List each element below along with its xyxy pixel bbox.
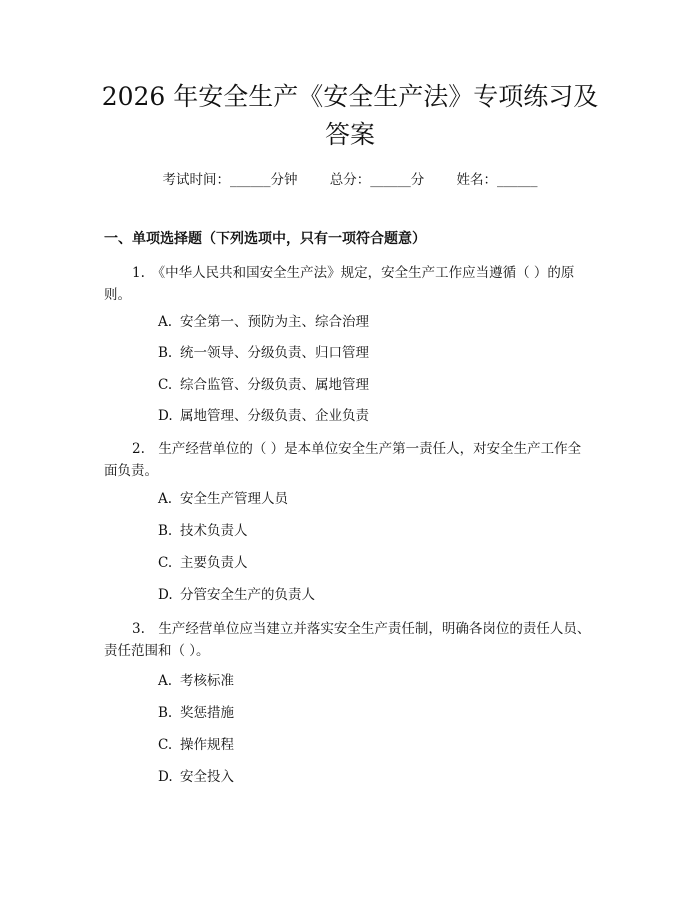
question-1-option-b: B. 统一领导、分级负责、归口管理 xyxy=(158,345,369,361)
question-3-option-c: C. 操作规程 xyxy=(158,737,234,753)
question-2-option-a: A. 安全生产管理人员 xyxy=(158,491,288,507)
question-3: 3. 生产经营单位应当建立并落实安全生产责任制，明确各岗位的责任人员、责任范围和（ ）。 xyxy=(104,621,591,659)
document-title: 2026 年安全生产《安全生产法》专项练习及答案 xyxy=(101,82,599,149)
question-1-option-a: A. 安全第一、预防为主、综合治理 xyxy=(158,314,369,330)
exam-time: 考试时间：______分钟 xyxy=(162,172,298,188)
question-2-option-c: C. 主要负责人 xyxy=(158,555,248,571)
section-heading: 一、单项选择题（下列选项中，只有一项符合题意） xyxy=(104,231,426,247)
question-2-option-d: D. 分管安全生产的负责人 xyxy=(158,587,315,603)
question-3-option-d: D. 安全投入 xyxy=(158,769,234,785)
question-2: 2. 生产经营单位的（ ）是本单位安全生产第一责任人，对安全生产工作全面负责。 xyxy=(104,441,582,479)
question-1-option-c: C. 综合监管、分级负责、属地管理 xyxy=(158,377,369,393)
question-3-option-a: A. 考核标准 xyxy=(158,673,234,689)
exam-name: 姓名：______ xyxy=(456,172,538,188)
exam-score: 总分：______分 xyxy=(329,172,425,188)
exam-meta xyxy=(0,168,700,188)
question-2-option-b: B. 技术负责人 xyxy=(158,523,248,539)
question-1-option-d: D. 属地管理、分级负责、企业负责 xyxy=(158,408,369,424)
question-1: 1. 《中华人民共和国安全生产法》规定，安全生产工作应当遵循（ ）的原则。 xyxy=(104,265,575,303)
question-3-option-b: B. 奖惩措施 xyxy=(158,705,234,721)
